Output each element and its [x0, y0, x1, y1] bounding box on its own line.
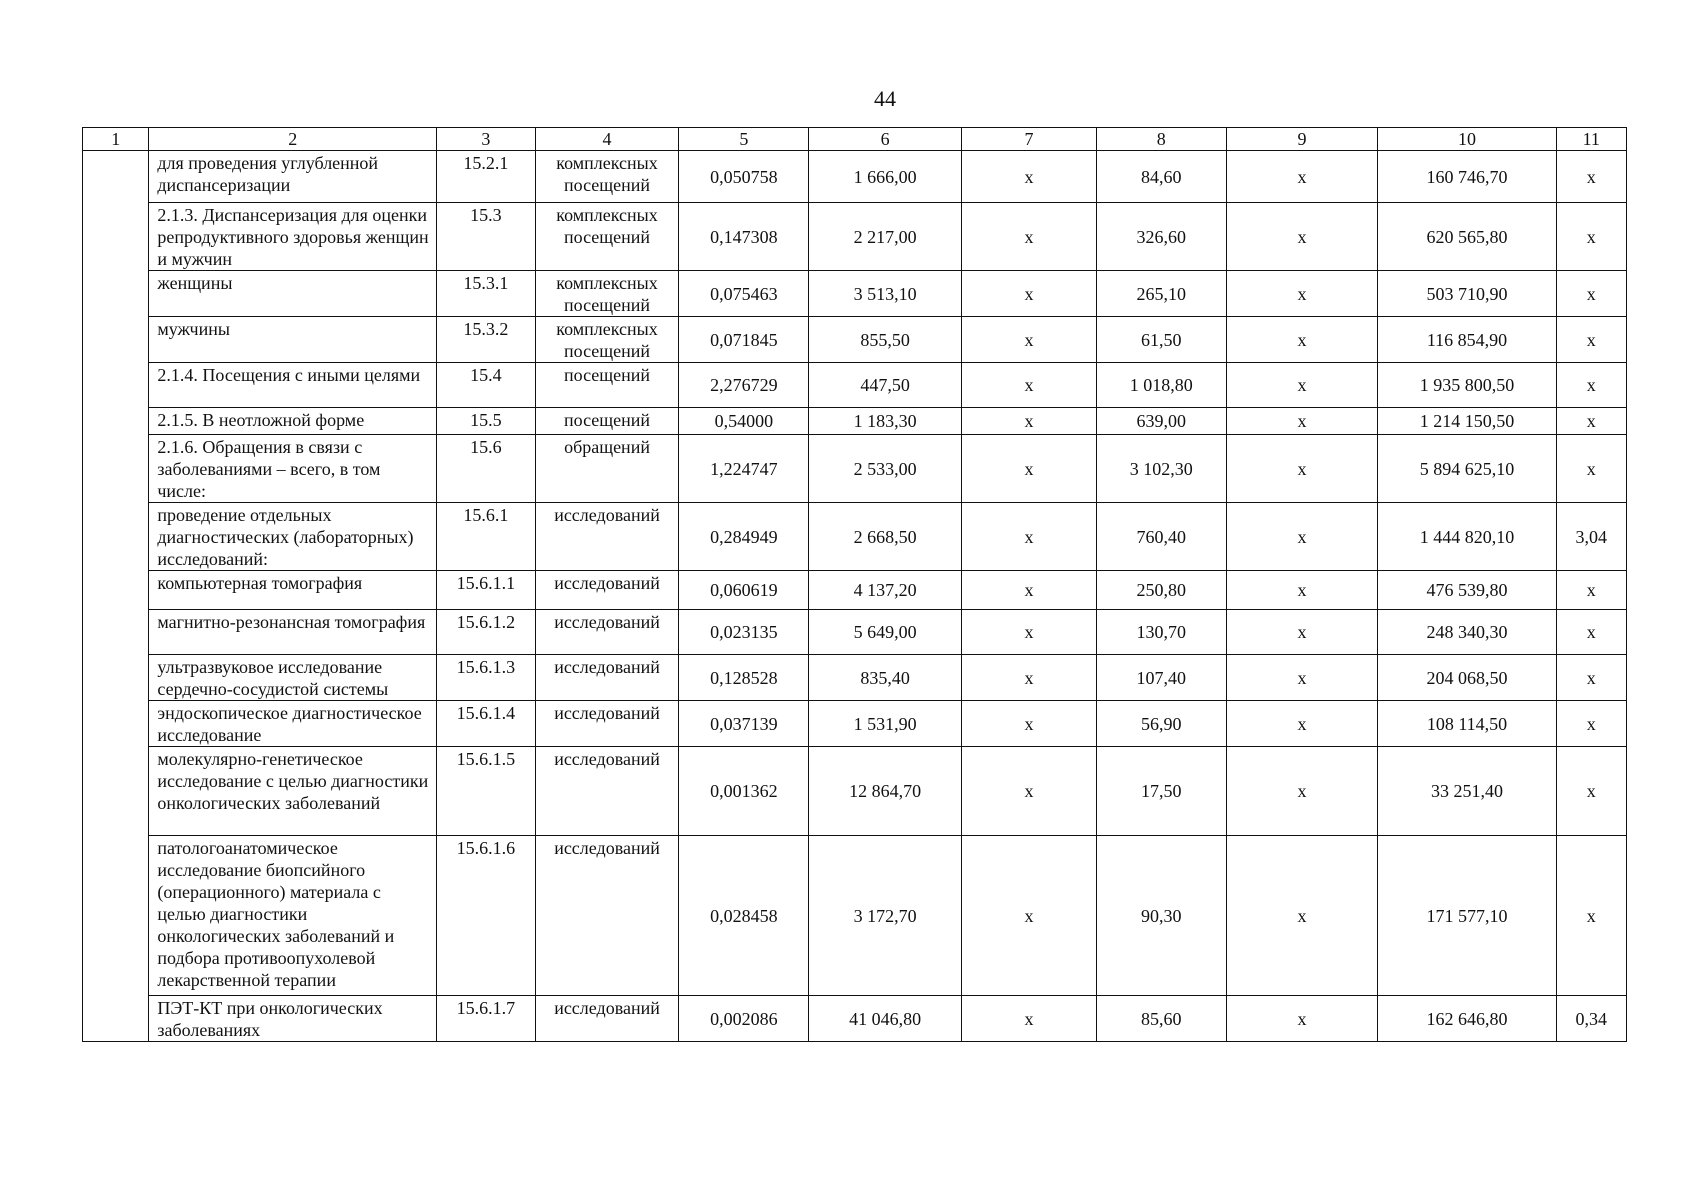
value-cell-c7: х — [962, 747, 1097, 836]
row-name-cell: эндоскопическое диагностическое исследование — [149, 701, 437, 747]
column-header: 1 — [83, 128, 149, 151]
value-cell-c6: 3 172,70 — [809, 836, 962, 996]
value-cell-c11: х — [1556, 435, 1626, 503]
column-header: 11 — [1556, 128, 1626, 151]
table-row — [83, 435, 1627, 503]
value-cell-c10: 248 340,30 — [1378, 610, 1556, 655]
column-header: 6 — [809, 128, 962, 151]
value-cell-c11: х — [1556, 317, 1626, 363]
table-row — [83, 203, 1627, 271]
row-code-cell: 15.4 — [437, 363, 536, 408]
value-cell-c9: х — [1226, 610, 1378, 655]
row-name-cell: 2.1.6. Обращения в связи с заболеваниями – всего, в том числе: — [149, 435, 437, 503]
table-row — [83, 996, 1627, 1042]
value-cell-c11: х — [1556, 610, 1626, 655]
value-cell-c8: 90,30 — [1096, 836, 1226, 996]
row-code-cell: 15.3 — [437, 203, 536, 271]
row-name-cell: молекулярно-генетическое исследование с целью диагностики онкологических заболеваний — [149, 747, 437, 836]
row-unit-cell: исследований — [535, 701, 679, 747]
header-row — [83, 128, 1627, 151]
value-cell-c10: 33 251,40 — [1378, 747, 1556, 836]
row-name-cell: проведение отдельных диагностических (лабораторных) исследований: — [149, 503, 437, 571]
value-cell-c10: 171 577,10 — [1378, 836, 1556, 996]
value-cell-c6: 835,40 — [809, 655, 962, 701]
row-name-cell: 2.1.5. В неотложной форме — [149, 408, 437, 435]
row-code-cell: 15.3.2 — [437, 317, 536, 363]
row-code-cell: 15.6.1.6 — [437, 836, 536, 996]
row-unit-cell: комплексных посещений — [535, 151, 679, 203]
row-unit-cell: исследований — [535, 655, 679, 701]
table-row — [83, 317, 1627, 363]
value-cell-c6: 855,50 — [809, 317, 962, 363]
value-cell-c11: х — [1556, 836, 1626, 996]
column-header: 4 — [535, 128, 679, 151]
value-cell-c6: 4 137,20 — [809, 571, 962, 610]
value-cell-c8: 17,50 — [1096, 747, 1226, 836]
row-unit-cell: исследований — [535, 996, 679, 1042]
value-cell-c11: х — [1556, 655, 1626, 701]
value-cell-c7: х — [962, 363, 1097, 408]
value-cell-c10: 116 854,90 — [1378, 317, 1556, 363]
value-cell-c9: х — [1226, 655, 1378, 701]
table-row — [83, 610, 1627, 655]
row-name-cell: для проведения углубленной диспансеризации — [149, 151, 437, 203]
row-name-cell: 2.1.3. Диспансеризация для оценки репродуктивного здоровья женщин и мужчин — [149, 203, 437, 271]
value-cell-c9: х — [1226, 996, 1378, 1042]
table-row — [83, 747, 1627, 836]
column-header: 2 — [149, 128, 437, 151]
value-cell-c9: х — [1226, 271, 1378, 317]
value-cell-c10: 5 894 625,10 — [1378, 435, 1556, 503]
value-cell-c6: 1 531,90 — [809, 701, 962, 747]
value-cell-c9: х — [1226, 503, 1378, 571]
row-name-cell: женщины — [149, 271, 437, 317]
row-unit-cell: исследований — [535, 610, 679, 655]
value-cell-c11: х — [1556, 408, 1626, 435]
row-code-cell: 15.6.1.1 — [437, 571, 536, 610]
row-unit-cell: посещений — [535, 408, 679, 435]
table-row — [83, 271, 1627, 317]
value-cell-c8: 130,70 — [1096, 610, 1226, 655]
column-header: 9 — [1226, 128, 1378, 151]
value-cell-c8: 639,00 — [1096, 408, 1226, 435]
value-cell-c7: х — [962, 151, 1097, 203]
table-row — [83, 503, 1627, 571]
row-code-cell: 15.5 — [437, 408, 536, 435]
value-cell-c5: 0,284949 — [679, 503, 809, 571]
value-cell-c8: 326,60 — [1096, 203, 1226, 271]
row-code-cell: 15.6.1.3 — [437, 655, 536, 701]
value-cell-c8: 3 102,30 — [1096, 435, 1226, 503]
value-cell-c8: 1 018,80 — [1096, 363, 1226, 408]
value-cell-c7: х — [962, 571, 1097, 610]
row-group-cell — [83, 151, 149, 1042]
row-unit-cell: исследований — [535, 836, 679, 996]
value-cell-c9: х — [1226, 836, 1378, 996]
value-cell-c7: х — [962, 408, 1097, 435]
value-cell-c8: 56,90 — [1096, 701, 1226, 747]
row-unit-cell: комплексных посещений — [535, 317, 679, 363]
row-unit-cell: комплексных посещений — [535, 271, 679, 317]
value-cell-c7: х — [962, 435, 1097, 503]
value-cell-c8: 760,40 — [1096, 503, 1226, 571]
value-cell-c11: х — [1556, 271, 1626, 317]
value-cell-c9: х — [1226, 571, 1378, 610]
value-cell-c10: 1 444 820,10 — [1378, 503, 1556, 571]
value-cell-c6: 5 649,00 — [809, 610, 962, 655]
value-cell-c6: 1 666,00 — [809, 151, 962, 203]
table-row — [83, 655, 1627, 701]
row-unit-cell: исследований — [535, 503, 679, 571]
value-cell-c7: х — [962, 655, 1097, 701]
column-header: 3 — [437, 128, 536, 151]
value-cell-c11: х — [1556, 203, 1626, 271]
value-cell-c11: х — [1556, 701, 1626, 747]
value-cell-c10: 1 214 150,50 — [1378, 408, 1556, 435]
table-row — [83, 408, 1627, 435]
value-cell-c5: 0,001362 — [679, 747, 809, 836]
value-cell-c9: х — [1226, 317, 1378, 363]
table-row — [83, 836, 1627, 996]
value-cell-c6: 2 668,50 — [809, 503, 962, 571]
value-cell-c9: х — [1226, 363, 1378, 408]
row-code-cell: 15.6 — [437, 435, 536, 503]
row-name-cell: ультразвуковое исследование сердечно-сосудистой системы — [149, 655, 437, 701]
row-name-cell: патологоанатомическое исследование биопсийного (операционного) материала с целью диагностики онкологических заболеваний и подбора противоопухолевой лекарственной терапии — [149, 836, 437, 996]
value-cell-c8: 250,80 — [1096, 571, 1226, 610]
column-header: 8 — [1096, 128, 1226, 151]
row-code-cell: 15.6.1 — [437, 503, 536, 571]
table-row — [83, 151, 1627, 203]
value-cell-c6: 2 217,00 — [809, 203, 962, 271]
row-name-cell: мужчины — [149, 317, 437, 363]
value-cell-c10: 204 068,50 — [1378, 655, 1556, 701]
value-cell-c10: 162 646,80 — [1378, 996, 1556, 1042]
value-cell-c6: 447,50 — [809, 363, 962, 408]
value-cell-c7: х — [962, 701, 1097, 747]
column-header: 5 — [679, 128, 809, 151]
value-cell-c5: 0,050758 — [679, 151, 809, 203]
value-cell-c7: х — [962, 203, 1097, 271]
value-cell-c7: х — [962, 317, 1097, 363]
row-code-cell: 15.6.1.5 — [437, 747, 536, 836]
value-cell-c10: 476 539,80 — [1378, 571, 1556, 610]
column-header: 10 — [1378, 128, 1556, 151]
row-unit-cell: исследований — [535, 747, 679, 836]
data-table — [82, 127, 1627, 1042]
value-cell-c7: х — [962, 503, 1097, 571]
value-cell-c9: х — [1226, 747, 1378, 836]
value-cell-c5: 0,037139 — [679, 701, 809, 747]
value-cell-c8: 84,60 — [1096, 151, 1226, 203]
value-cell-c11: х — [1556, 747, 1626, 836]
row-code-cell: 15.6.1.2 — [437, 610, 536, 655]
page-number: 44 — [874, 86, 896, 111]
value-cell-c10: 108 114,50 — [1378, 701, 1556, 747]
value-cell-c10: 160 746,70 — [1378, 151, 1556, 203]
value-cell-c9: х — [1226, 203, 1378, 271]
value-cell-c10: 1 935 800,50 — [1378, 363, 1556, 408]
row-unit-cell: обращений — [535, 435, 679, 503]
row-name-cell: 2.1.4. Посещения с иными целями — [149, 363, 437, 408]
value-cell-c5: 0,028458 — [679, 836, 809, 996]
value-cell-c5: 2,276729 — [679, 363, 809, 408]
value-cell-c5: 0,128528 — [679, 655, 809, 701]
value-cell-c11: х — [1556, 151, 1626, 203]
value-cell-c11: 0,34 — [1556, 996, 1626, 1042]
value-cell-c6: 1 183,30 — [809, 408, 962, 435]
row-name-cell: магнитно-резонансная томография — [149, 610, 437, 655]
value-cell-c7: х — [962, 836, 1097, 996]
value-cell-c8: 265,10 — [1096, 271, 1226, 317]
row-code-cell: 15.6.1.7 — [437, 996, 536, 1042]
value-cell-c6: 2 533,00 — [809, 435, 962, 503]
row-unit-cell: посещений — [535, 363, 679, 408]
value-cell-c5: 0,060619 — [679, 571, 809, 610]
row-name-cell: компьютерная томография — [149, 571, 437, 610]
value-cell-c9: х — [1226, 701, 1378, 747]
row-unit-cell: комплексных посещений — [535, 203, 679, 271]
value-cell-c5: 0,54000 — [679, 408, 809, 435]
value-cell-c7: х — [962, 996, 1097, 1042]
row-name-cell: ПЭТ-КТ при онкологических заболеваниях — [149, 996, 437, 1042]
table-row — [83, 571, 1627, 610]
value-cell-c11: х — [1556, 571, 1626, 610]
value-cell-c8: 85,60 — [1096, 996, 1226, 1042]
value-cell-c5: 0,147308 — [679, 203, 809, 271]
column-header: 7 — [962, 128, 1097, 151]
value-cell-c10: 620 565,80 — [1378, 203, 1556, 271]
value-cell-c8: 61,50 — [1096, 317, 1226, 363]
value-cell-c10: 503 710,90 — [1378, 271, 1556, 317]
value-cell-c9: х — [1226, 151, 1378, 203]
value-cell-c5: 1,224747 — [679, 435, 809, 503]
value-cell-c11: х — [1556, 363, 1626, 408]
value-cell-c8: 107,40 — [1096, 655, 1226, 701]
value-cell-c6: 41 046,80 — [809, 996, 962, 1042]
row-code-cell: 15.3.1 — [437, 271, 536, 317]
value-cell-c6: 12 864,70 — [809, 747, 962, 836]
value-cell-c5: 0,002086 — [679, 996, 809, 1042]
row-unit-cell: исследований — [535, 571, 679, 610]
row-code-cell: 15.2.1 — [437, 151, 536, 203]
value-cell-c5: 0,075463 — [679, 271, 809, 317]
value-cell-c5: 0,023135 — [679, 610, 809, 655]
value-cell-c7: х — [962, 610, 1097, 655]
value-cell-c9: х — [1226, 408, 1378, 435]
table-row — [83, 363, 1627, 408]
value-cell-c5: 0,071845 — [679, 317, 809, 363]
table-row — [83, 701, 1627, 747]
value-cell-c9: х — [1226, 435, 1378, 503]
value-cell-c7: х — [962, 271, 1097, 317]
value-cell-c11: 3,04 — [1556, 503, 1626, 571]
value-cell-c6: 3 513,10 — [809, 271, 962, 317]
row-code-cell: 15.6.1.4 — [437, 701, 536, 747]
